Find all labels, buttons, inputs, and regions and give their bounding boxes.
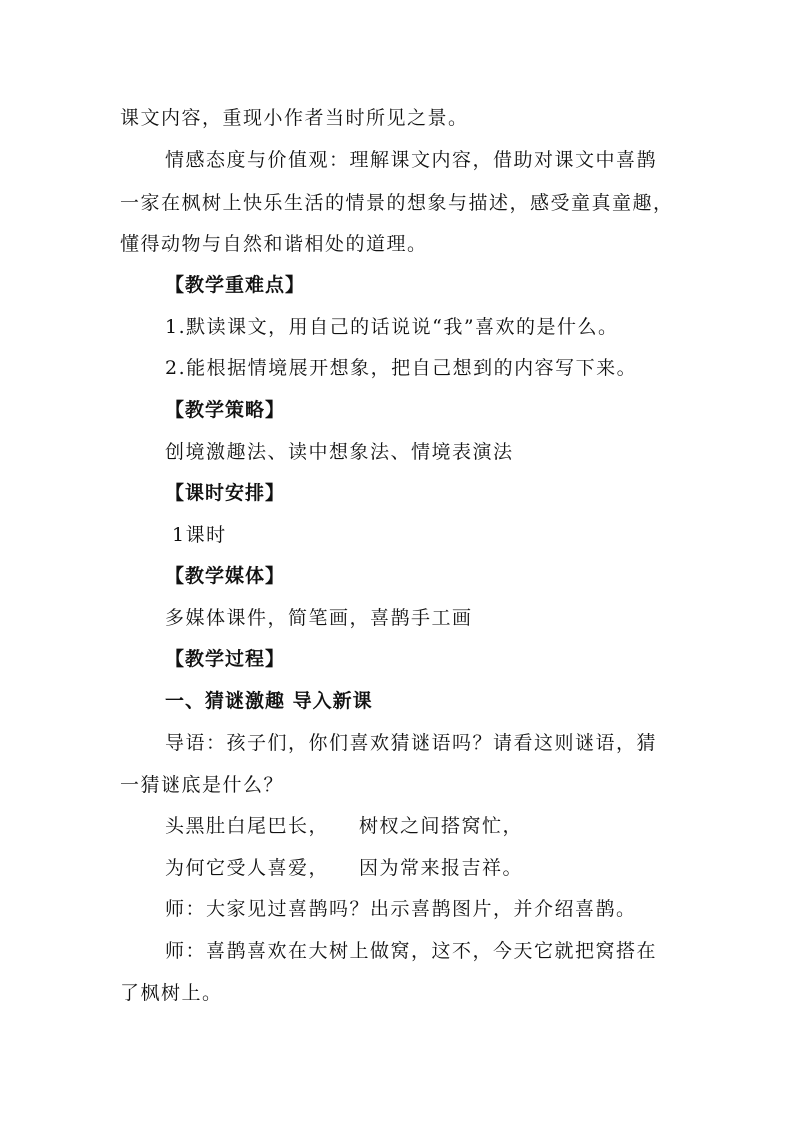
paragraph-line: 师：喜鹊喜欢在大树上做窝，这不，今天它就把窝搭在 bbox=[165, 940, 658, 962]
riddle-part: 树杈之间搭窝忙， bbox=[359, 815, 524, 837]
section-heading-schedule: 【课时安排】 bbox=[165, 482, 286, 504]
section-1-title: 一、猜谜激趣 导入新课 bbox=[165, 690, 373, 712]
paragraph-line: 懂得动物与自然和谐相处的道理。 bbox=[120, 233, 428, 255]
strategy-text: 创境激趣法、读中想象法、情境表演法 bbox=[165, 441, 514, 463]
section-heading-strategy: 【教学策略】 bbox=[165, 399, 286, 421]
section-heading-media: 【教学媒体】 bbox=[165, 565, 286, 587]
riddle-line bbox=[165, 812, 523, 840]
section-heading-process: 【教学过程】 bbox=[165, 648, 286, 670]
key-point-item: 2.能根据情境展开想象，把自己想到的内容写下来。 bbox=[165, 357, 638, 379]
section-heading-key-points: 【教学重难点】 bbox=[165, 274, 306, 296]
schedule-text: 1课时 bbox=[172, 524, 227, 546]
paragraph-line: 师：大家见过喜鹊吗？出示喜鹊图片，并介绍喜鹊。 bbox=[165, 898, 637, 920]
paragraph-line: 导语：孩子们，你们喜欢猜谜语吗？请看这则谜语，猜 bbox=[165, 732, 658, 754]
riddle-part: 为何它受人喜爱， bbox=[165, 857, 330, 879]
paragraph-line: 了枫树上。 bbox=[120, 982, 223, 1004]
paragraph-line: 情感态度与价值观：理解课文内容，借助对课文中喜鹊 bbox=[165, 149, 658, 171]
paragraph-line: 一家在枫树上快乐生活的情景的想象与描述，感受童真童趣， bbox=[120, 192, 674, 214]
riddle-line bbox=[165, 854, 523, 882]
key-point-item: 1.默读课文，用自己的话说说“我”喜欢的是什么。 bbox=[165, 316, 619, 338]
paragraph-line: 一猜谜底是什么？ bbox=[120, 774, 285, 796]
riddle-part: 头黑肚白尾巴长， bbox=[165, 815, 330, 837]
media-text: 多媒体课件，简笔画，喜鹊手工画 bbox=[165, 607, 473, 629]
paragraph-line: 课文内容，重现小作者当时所见之景。 bbox=[120, 107, 469, 129]
riddle-part: 因为常来报吉祥。 bbox=[359, 857, 524, 879]
